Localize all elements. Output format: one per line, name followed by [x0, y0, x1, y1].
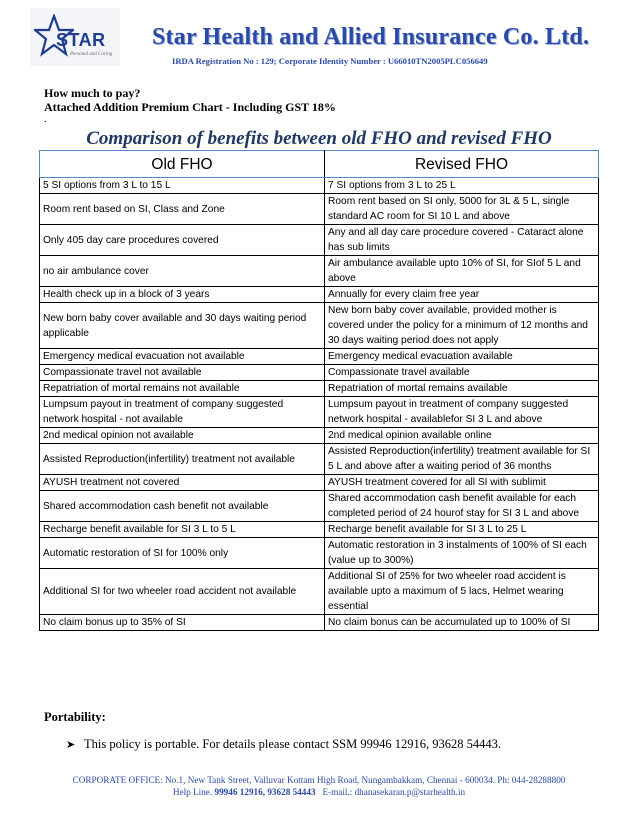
cell-old-fho: No claim bonus up to 35% of SI: [40, 615, 325, 631]
comparison-table: [39, 150, 599, 631]
cell-revised-fho: No claim bonus can be accumulated up to 100% of SI: [325, 615, 599, 631]
cell-old-fho: Shared accommodation cash benefit not available: [40, 491, 325, 522]
table-row: [40, 178, 599, 194]
cell-old-fho: Recharge benefit available for SI 3 L to 5 L: [40, 522, 325, 538]
table-row: [40, 397, 599, 428]
table-row: [40, 444, 599, 475]
cell-revised-fho: Recharge benefit available for SI 3 L to 25 L: [325, 522, 599, 538]
cell-revised-fho: Additional SI of 25% for two wheeler road accident is available upto a maximum of 5 lacs, Helmet wearing essential: [325, 569, 599, 615]
footer: [0, 774, 638, 798]
registration-line: IRDA Registration No : 129; Corporate Identity Number : U66010TN2005PLC056649: [172, 56, 488, 66]
helpline-line: [0, 786, 638, 798]
table-row: [40, 491, 599, 522]
table-row: [40, 381, 599, 397]
table-body: [40, 178, 599, 631]
logo-tagline: Personal and Caring: [70, 52, 113, 57]
cell-old-fho: Automatic restoration of SI for 100% only: [40, 538, 325, 569]
cell-revised-fho: Automatic restoration in 3 instalments of 100% of SI each (value up to 300%): [325, 538, 599, 569]
cell-revised-fho: 2nd medical opinion available online: [325, 428, 599, 444]
letterhead: [0, 0, 638, 80]
table-row: [40, 428, 599, 444]
cell-old-fho: Additional SI for two wheeler road accident not available: [40, 569, 325, 615]
table-row: [40, 475, 599, 491]
cell-old-fho: Only 405 day care procedures covered: [40, 225, 325, 256]
logo-text: STAR: [56, 30, 106, 50]
header-old-fho: Old FHO: [40, 151, 325, 178]
cell-revised-fho: Compassionate travel available: [325, 365, 599, 381]
table-header-row: [40, 151, 599, 178]
stray-dot: .: [44, 114, 47, 125]
cell-revised-fho: 7 SI options from 3 L to 25 L: [325, 178, 599, 194]
table-row: [40, 522, 599, 538]
table-row: [40, 365, 599, 381]
cell-old-fho: Repatriation of mortal remains not available: [40, 381, 325, 397]
table-row: [40, 303, 599, 349]
cell-revised-fho: Annually for every claim free year: [325, 287, 599, 303]
helpline-label: Help Line.: [172, 787, 213, 797]
star-logo: [30, 8, 120, 66]
portability-heading: Portability:: [44, 710, 106, 724]
cell-revised-fho: New born baby cover available, provided mother is covered under the policy for a minimum of 12 months and 30 days waiting period does not apply: [325, 303, 599, 349]
table-row: [40, 349, 599, 365]
table-row: [40, 569, 599, 615]
cell-revised-fho: Any and all day care procedure covered - Cataract alone has sub limits: [325, 225, 599, 256]
cell-old-fho: Room rent based on SI, Class and Zone: [40, 194, 325, 225]
cell-old-fho: Lumpsum payout in treatment of company suggested network hospital - not available: [40, 397, 325, 428]
cell-revised-fho: Lumpsum payout in treatment of company suggested network hospital - availablefor SI 3 L and above: [325, 397, 599, 428]
cell-old-fho: Assisted Reproduction(infertility) treatment not available: [40, 444, 325, 475]
cell-revised-fho: Shared accommodation cash benefit available for each completed period of 24 hourof stay for SI 3 L and above: [325, 491, 599, 522]
table-row: [40, 538, 599, 569]
cell-revised-fho: Air ambulance available upto 10% of SI, for SIof 5 L and above: [325, 256, 599, 287]
pay-question: How much to pay?: [44, 86, 141, 100]
cell-revised-fho: Repatriation of mortal remains available: [325, 381, 599, 397]
cell-old-fho: 2nd medical opinion not available: [40, 428, 325, 444]
company-name: Star Health and Allied Insurance Co. Ltd.: [152, 24, 590, 50]
cell-old-fho: 5 SI options from 3 L to 15 L: [40, 178, 325, 194]
table-row: [40, 194, 599, 225]
cell-old-fho: no air ambulance cover: [40, 256, 325, 287]
cell-revised-fho: Assisted Reproduction(infertility) treatment available for SI 5 L and above after a waiting period of 36 months: [325, 444, 599, 475]
cell-revised-fho: AYUSH treatment covered for all SI with sublimit: [325, 475, 599, 491]
cell-revised-fho: Room rent based on SI only, 5000 for 3L & 5 L, single standard AC room for SI 10 L and above: [325, 194, 599, 225]
helpline-numbers: 99946 12916, 93628 54443: [214, 787, 316, 797]
arrow-bullet-icon: ➤: [66, 738, 76, 751]
corporate-office-line: CORPORATE OFFICE: No.1, New Tank Street, Valluvar Kottam High Road, Nungambakkam, Chennai - 600034. Ph: 044-28288800: [72, 775, 566, 785]
portability-text: This policy is portable. For details please contact SSM 99946 12916, 93628 54443.: [84, 737, 501, 751]
email-text: E-mail.: dhanasekaran.p@starhealth.in: [322, 787, 466, 797]
cell-old-fho: New born baby cover available and 30 days waiting period applicable: [40, 303, 325, 349]
premium-chart-note: Attached Addition Premium Chart - Including GST 18%: [44, 100, 336, 114]
cell-old-fho: Compassionate travel not available: [40, 365, 325, 381]
portability-item: [66, 737, 501, 752]
table-row: [40, 287, 599, 303]
cell-old-fho: Emergency medical evacuation not available: [40, 349, 325, 365]
cell-revised-fho: Emergency medical evacuation available: [325, 349, 599, 365]
table-row: [40, 225, 599, 256]
cell-old-fho: AYUSH treatment not covered: [40, 475, 325, 491]
header-revised-fho: Revised FHO: [325, 151, 599, 178]
comparison-title: Comparison of benefits between old FHO and revised FHO: [86, 128, 552, 149]
table-row: [40, 615, 599, 631]
cell-old-fho: Health check up in a block of 3 years: [40, 287, 325, 303]
table-row: [40, 256, 599, 287]
